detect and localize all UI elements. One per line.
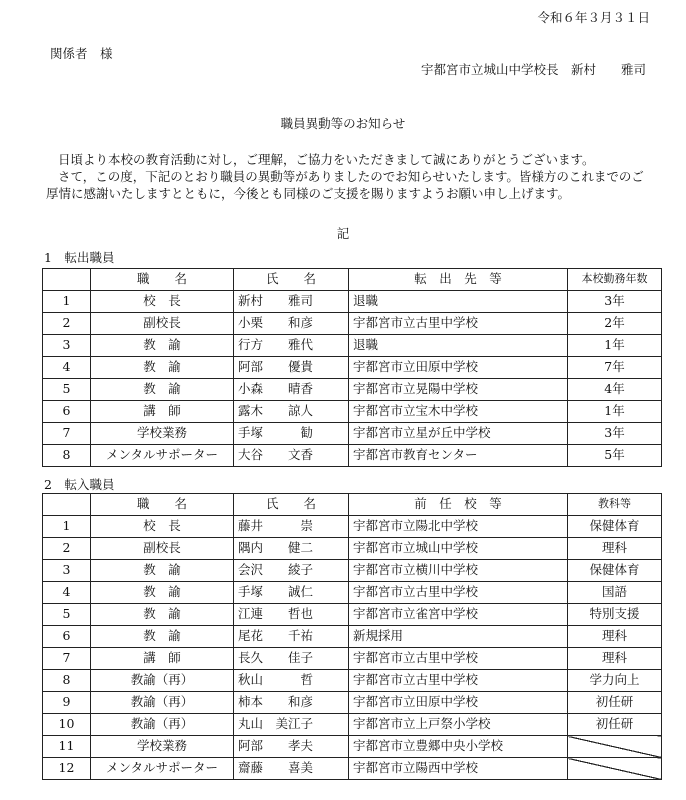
job-title-cell: 教 諭 [91, 379, 234, 401]
name-cell: 尾花 千祐 [234, 626, 349, 648]
last-column-cell: 7年 [568, 357, 662, 379]
transfer-out-table [42, 268, 662, 467]
table-row [43, 714, 662, 736]
table-row [43, 626, 662, 648]
body-text [46, 152, 652, 203]
addressee: 関係者 様 [50, 46, 113, 61]
row-number: 9 [43, 692, 91, 714]
table-header-row [43, 494, 662, 516]
column-header: 本校勤務年数 [568, 269, 662, 291]
transfer-in-table [42, 493, 662, 780]
table-header-row [43, 269, 662, 291]
school-cell: 宇都宮市立豊郷中央小学校 [349, 736, 568, 758]
job-title-cell: 教 諭 [91, 560, 234, 582]
column-header: 氏 名 [234, 269, 349, 291]
row-number: 3 [43, 560, 91, 582]
row-number: 8 [43, 445, 91, 467]
name-cell: 行方 雅代 [234, 335, 349, 357]
name-cell: 手塚 勧 [234, 423, 349, 445]
job-title-cell: 学校業務 [91, 736, 234, 758]
row-number: 4 [43, 582, 91, 604]
school-cell: 宇都宮市立晃陽中学校 [349, 379, 568, 401]
last-column-cell: 3年 [568, 423, 662, 445]
row-number: 1 [43, 291, 91, 313]
last-column-cell: 初任研 [568, 692, 662, 714]
table-row [43, 445, 662, 467]
table-row [43, 692, 662, 714]
school-cell: 宇都宮市立古里中学校 [349, 670, 568, 692]
row-number: 4 [43, 357, 91, 379]
document-date: 令和６年３月３１日 [537, 10, 650, 25]
row-number: 10 [43, 714, 91, 736]
name-cell: 柿本 和彦 [234, 692, 349, 714]
last-column-cell: 5年 [568, 445, 662, 467]
job-title-cell: 教諭（再） [91, 692, 234, 714]
name-cell: 小森 晴香 [234, 379, 349, 401]
school-cell: 退職 [349, 335, 568, 357]
table-row [43, 538, 662, 560]
table-row [43, 736, 662, 758]
row-number: 2 [43, 313, 91, 335]
name-cell: 長久 佳子 [234, 648, 349, 670]
job-title-cell: 講 師 [91, 401, 234, 423]
name-cell: 会沢 綾子 [234, 560, 349, 582]
table-row [43, 313, 662, 335]
last-column-cell: 理科 [568, 626, 662, 648]
name-cell: 秋山 哲 [234, 670, 349, 692]
school-cell: 宇都宮市立陽北中学校 [349, 516, 568, 538]
school-cell: 宇都宮市立古里中学校 [349, 648, 568, 670]
row-number: 6 [43, 626, 91, 648]
job-title-cell: 校 長 [91, 516, 234, 538]
table-row [43, 582, 662, 604]
school-cell: 宇都宮市立田原中学校 [349, 692, 568, 714]
name-cell: 丸山 美江子 [234, 714, 349, 736]
table-row [43, 560, 662, 582]
job-title-cell: 教諭（再） [91, 714, 234, 736]
row-number: 5 [43, 379, 91, 401]
name-cell: 露木 諒人 [234, 401, 349, 423]
column-header: 職 名 [91, 494, 234, 516]
school-cell: 宇都宮市立宝木中学校 [349, 401, 568, 423]
last-column-cell: 1年 [568, 401, 662, 423]
last-column-cell: 1年 [568, 335, 662, 357]
school-cell: 宇都宮市立田原中学校 [349, 357, 568, 379]
column-header [43, 494, 91, 516]
school-cell: 宇都宮市立雀宮中学校 [349, 604, 568, 626]
column-header: 前 任 校 等 [349, 494, 568, 516]
school-cell: 宇都宮市立上戸祭小学校 [349, 714, 568, 736]
table-row [43, 604, 662, 626]
empty-slashed-cell [568, 758, 662, 780]
name-cell: 齋藤 喜美 [234, 758, 349, 780]
row-number: 6 [43, 401, 91, 423]
job-title-cell: 教諭（再） [91, 670, 234, 692]
job-title-cell: 学校業務 [91, 423, 234, 445]
job-title-cell: メンタルサポーター [91, 445, 234, 467]
row-number: 7 [43, 648, 91, 670]
last-column-cell: 4年 [568, 379, 662, 401]
row-number: 12 [43, 758, 91, 780]
job-title-cell: 教 諭 [91, 335, 234, 357]
school-cell: 宇都宮市立横川中学校 [349, 560, 568, 582]
table-row [43, 401, 662, 423]
name-cell: 大谷 文香 [234, 445, 349, 467]
name-cell: 小栗 和彦 [234, 313, 349, 335]
job-title-cell: 副校長 [91, 538, 234, 560]
school-cell: 宇都宮市立陽西中学校 [349, 758, 568, 780]
last-column-cell: 理科 [568, 538, 662, 560]
table-row [43, 335, 662, 357]
job-title-cell: メンタルサポーター [91, 758, 234, 780]
job-title-cell: 校 長 [91, 291, 234, 313]
job-title-cell: 教 諭 [91, 357, 234, 379]
transfer-in-heading: 2 転入職員 [44, 477, 115, 492]
job-title-cell: 副校長 [91, 313, 234, 335]
row-number: 7 [43, 423, 91, 445]
column-header [43, 269, 91, 291]
table-row [43, 379, 662, 401]
row-number: 11 [43, 736, 91, 758]
last-column-cell: 保健体育 [568, 560, 662, 582]
column-header: 教科等 [568, 494, 662, 516]
table-row [43, 758, 662, 780]
name-cell: 江連 哲也 [234, 604, 349, 626]
school-cell: 宇都宮市立古里中学校 [349, 582, 568, 604]
empty-slashed-cell [568, 736, 662, 758]
job-title-cell: 教 諭 [91, 626, 234, 648]
name-cell: 隅内 健二 [234, 538, 349, 560]
last-column-cell: 初任研 [568, 714, 662, 736]
table-row [43, 516, 662, 538]
row-number: 3 [43, 335, 91, 357]
table-row [43, 670, 662, 692]
table-row [43, 423, 662, 445]
last-column-cell: 2年 [568, 313, 662, 335]
name-cell: 新村 雅司 [234, 291, 349, 313]
table-row [43, 357, 662, 379]
name-cell: 藤井 崇 [234, 516, 349, 538]
job-title-cell: 講 師 [91, 648, 234, 670]
last-column-cell: 特別支援 [568, 604, 662, 626]
column-header: 氏 名 [234, 494, 349, 516]
last-column-cell: 国語 [568, 582, 662, 604]
row-number: 1 [43, 516, 91, 538]
job-title-cell: 教 諭 [91, 582, 234, 604]
document-title: 職員異動等のお知らせ [280, 116, 406, 131]
ki-heading: 記 [336, 226, 350, 241]
school-cell: 退職 [349, 291, 568, 313]
row-number: 5 [43, 604, 91, 626]
name-cell: 手塚 誠仁 [234, 582, 349, 604]
sender: 宇都宮市立城山中学校長 新村 雅司 [420, 62, 646, 77]
table-row [43, 291, 662, 313]
school-cell: 宇都宮市立星が丘中学校 [349, 423, 568, 445]
school-cell: 新規採用 [349, 626, 568, 648]
last-column-cell: 理科 [568, 648, 662, 670]
body-paragraph-2: さて，この度，下記のとおり職員の異動等がありましたのでお知らせいたします。皆様方のこれまでのご厚情に感謝いたしますとともに，今後とも同様のご支援を賜りますようお願い申し上げます。 [46, 168, 644, 201]
school-cell: 宇都宮市教育センター [349, 445, 568, 467]
transfer-out-heading: 1 転出職員 [44, 250, 115, 265]
last-column-cell: 保健体育 [568, 516, 662, 538]
name-cell: 阿部 孝夫 [234, 736, 349, 758]
column-header: 職 名 [91, 269, 234, 291]
last-column-cell: 学力向上 [568, 670, 662, 692]
school-cell: 宇都宮市立城山中学校 [349, 538, 568, 560]
name-cell: 阿部 優貴 [234, 357, 349, 379]
body-paragraph-1: 日頃より本校の教育活動に対し，ご理解，ご協力をいただきまして誠にありがとうございます。 [58, 152, 595, 167]
table-row [43, 648, 662, 670]
last-column-cell: 3年 [568, 291, 662, 313]
job-title-cell: 教 諭 [91, 604, 234, 626]
row-number: 8 [43, 670, 91, 692]
school-cell: 宇都宮市立古里中学校 [349, 313, 568, 335]
column-header: 転 出 先 等 [349, 269, 568, 291]
row-number: 2 [43, 538, 91, 560]
